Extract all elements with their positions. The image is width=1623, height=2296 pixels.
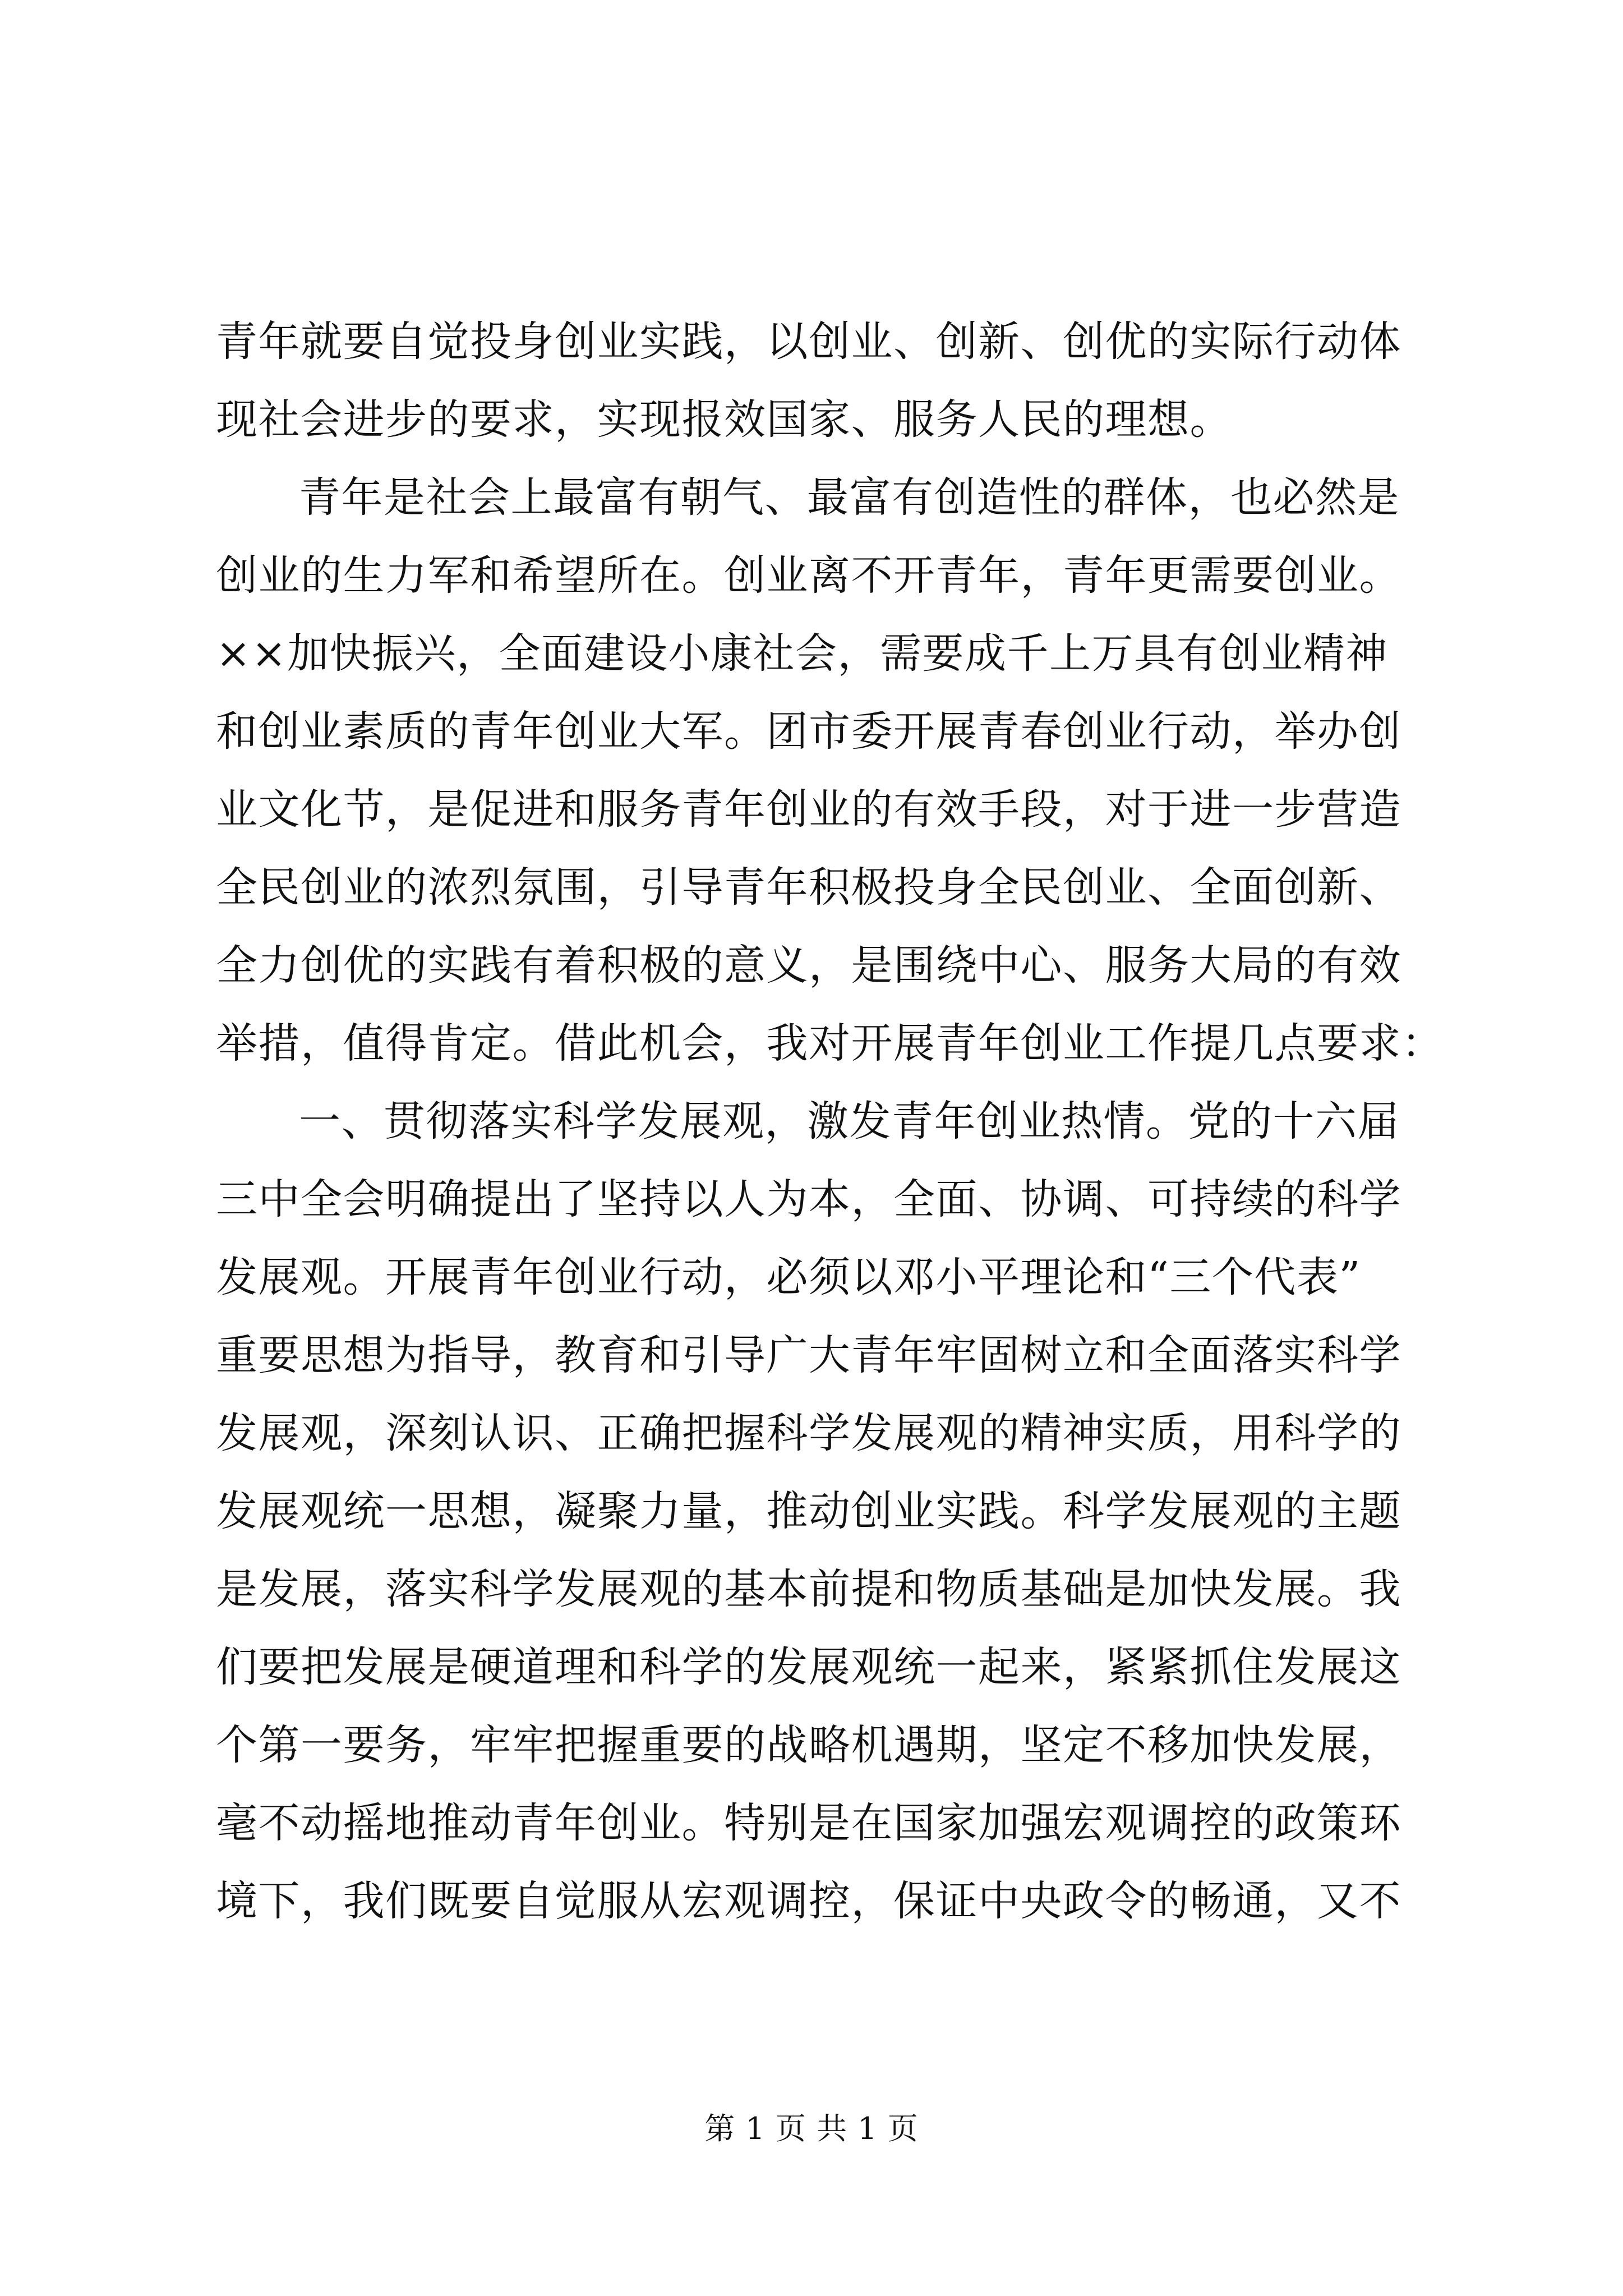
paragraph-start-line: 一、贯彻落实科学发展观，激发青年创业热情。党的十六届 — [299, 1097, 1400, 1145]
text-line: 举措，值得肯定。借此机会，我对开展青年创业工作提几点要求： — [216, 1019, 1444, 1068]
page-footer: 第 1 页 共 1 页 — [704, 2111, 919, 2146]
text-line: 境下，我们既要自觉服从宏观调控，保证中央政令的畅通，又不 — [216, 1877, 1401, 1925]
text-line: 三中全会明确提出了坚持以人为本，全面、协调、可持续的科学 — [216, 1175, 1401, 1223]
text-line: 重要思想为指导，教育和引导广大青年牢固树立和全面落实科学 — [216, 1331, 1401, 1379]
text-line: 青年就要自觉投身创业实践，以创业、创新、创优的实际行动体 — [216, 318, 1401, 366]
text-line: 现社会进步的要求，实现报效国家、服务人民的理想。 — [216, 395, 1232, 444]
text-line: 是发展，落实科学发展观的基本前提和物质基础是加快发展。我 — [216, 1565, 1401, 1613]
text-line: 业文化节，是促进和服务青年创业的有效手段，对于进一步营造 — [216, 785, 1401, 834]
text-line: 创业的生力军和希望所在。创业离不开青年，青年更需要创业。 — [216, 551, 1401, 600]
text-line: ××加快振兴，全面建设小康社会，需要成千上万具有创业精神 — [216, 629, 1389, 678]
text-line: 个第一要务，牢牢把握重要的战略机遇期，坚定不移加快发展， — [216, 1721, 1401, 1769]
text-line: 全力创优的实践有着积极的意义，是围绕中心、服务大局的有效 — [216, 941, 1401, 990]
paragraph-start-line: 青年是社会上最富有朝气、最富有创造性的群体，也必然是 — [299, 473, 1400, 522]
text-line: 毫不动摇地推动青年创业。特别是在国家加强宏观调控的政策环 — [216, 1799, 1401, 1847]
document-body — [216, 303, 1444, 1940]
text-line: 和创业素质的青年创业大军。团市委开展青春创业行动，举办创 — [216, 707, 1401, 756]
text-line: 发展观，深刻认识、正确把握科学发展观的精神实质，用科学的 — [216, 1409, 1401, 1457]
text-line: 发展观。开展青年创业行动，必须以邓小平理论和“三个代表” — [216, 1253, 1361, 1301]
text-line: 发展观统一思想，凝聚力量，推动创业实践。科学发展观的主题 — [216, 1487, 1401, 1535]
text-line: 们要把发展是硬道理和科学的发展观统一起来，紧紧抓住发展这 — [216, 1643, 1401, 1691]
text-line: 全民创业的浓烈氛围，引导青年积极投身全民创业、全面创新、 — [216, 863, 1401, 912]
